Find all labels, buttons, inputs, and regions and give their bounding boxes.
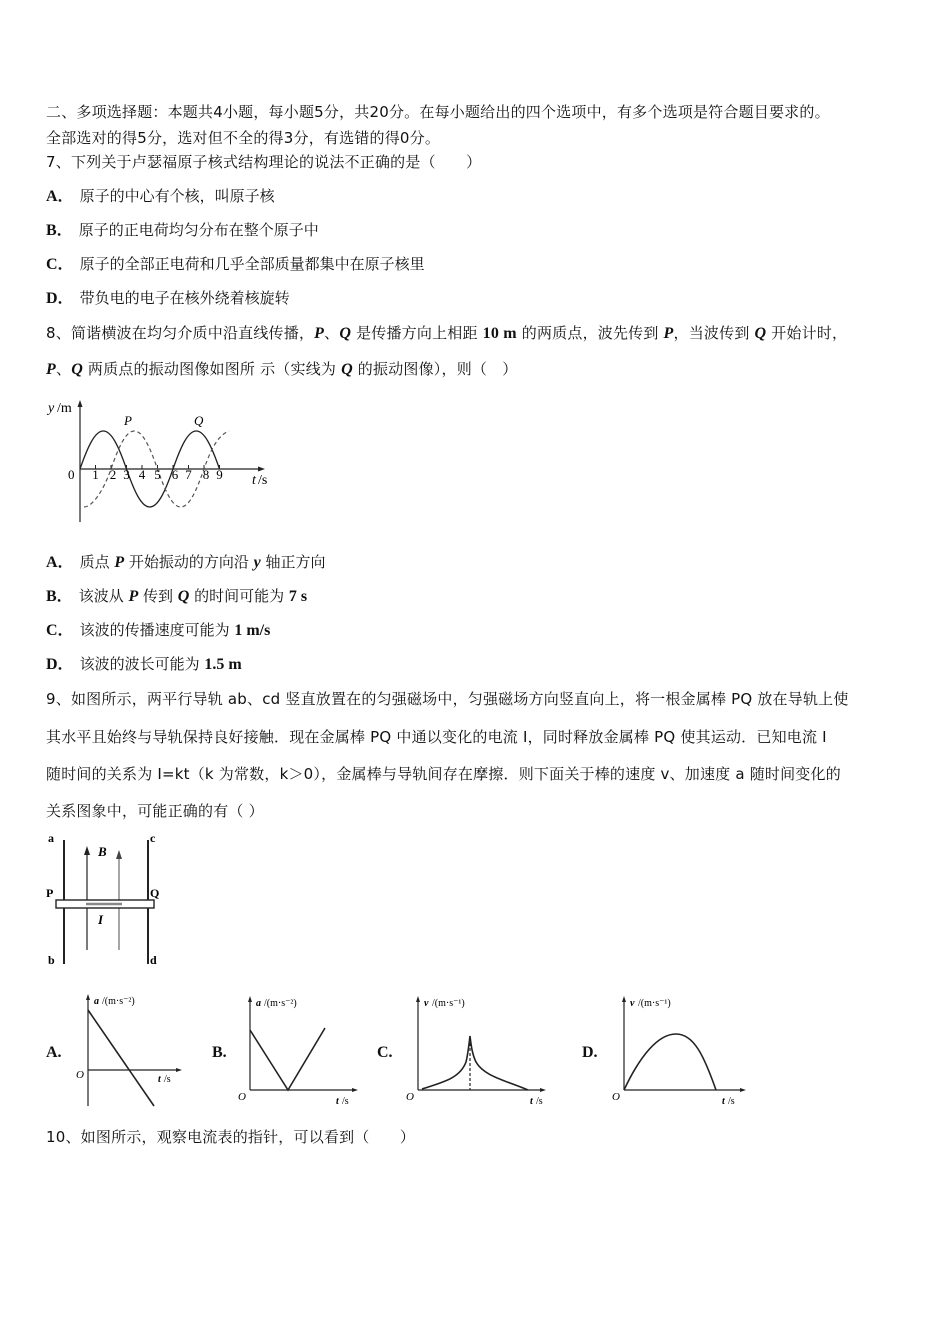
var-p: P (46, 361, 56, 378)
q7-option-a (46, 186, 275, 207)
label-d: d (150, 953, 157, 967)
svg-text:9: 9 (216, 467, 223, 482)
option-label: B． (46, 222, 73, 239)
var-q: Q (754, 325, 767, 342)
q7-stem: 7、下列关于卢瑟福原子核式结构理论的说法不正确的是（ ） (46, 153, 482, 171)
q9-graph-a (74, 990, 184, 1108)
svg-text:3: 3 (123, 467, 130, 482)
text: 质点 (79, 553, 115, 571)
q8-option-c (46, 620, 270, 641)
q8-option-a (46, 552, 326, 573)
q7-option-b (46, 220, 319, 241)
text: 轴正方向 (260, 553, 326, 571)
svg-text:7: 7 (185, 467, 192, 482)
option-label: B． (46, 588, 73, 605)
var-q: Q (339, 325, 352, 342)
svg-text:O: O (406, 1091, 414, 1103)
var-p: P (114, 554, 125, 571)
x-axis-arrow-icon (258, 467, 265, 472)
svg-text:a: a (94, 996, 99, 1007)
svg-text:O: O (612, 1091, 620, 1103)
svg-text:/(m·s⁻¹): /(m·s⁻¹) (638, 998, 671, 1009)
b-field-arrow-icon (84, 846, 90, 855)
text: 两质点的振动图像如图所 示（实线为 (82, 360, 342, 378)
y-axis-arrow-icon (248, 996, 252, 1002)
x-axis-arrow-icon (540, 1088, 546, 1092)
q9-stem-line3: 随时间的关系为 I=kt（k 为常数，k＞0），金属棒与导轨间存在摩擦．则下面关于棒的速度 v、加速度 a 随时间变化的 (46, 765, 841, 783)
svg-text:4: 4 (138, 467, 146, 482)
svg-text:v: v (424, 998, 429, 1009)
graph-line (88, 1010, 154, 1106)
q9-stem-line2: 其水平且始终与导轨保持良好接触．现在金属棒 PQ 中通以变化的电流 I，同时释放金属棒 PQ 使其运动．已知电流 I (46, 728, 827, 746)
svg-text:O: O (76, 1069, 84, 1081)
value: 1 m/s (234, 622, 271, 639)
label-current: I (98, 912, 104, 927)
var-p: P (128, 588, 139, 605)
y-axis-arrow-icon (86, 994, 90, 1000)
label-b: b (48, 953, 55, 967)
svg-text:O: O (238, 1091, 246, 1103)
q9-graph-a-label: A. (46, 1044, 62, 1061)
option-text: 原子的中心有个核，叫原子核 (79, 187, 275, 205)
option-text: 原子的全部正电荷和几乎全部质量都集中在原子核里 (79, 255, 425, 273)
svg-text:5: 5 (154, 467, 161, 482)
value: 7 s (288, 588, 308, 605)
var-q: Q (341, 361, 353, 378)
section-heading-line1: 二、多项选择题：本题共4小题，每小题5分，共20分。在每小题给出的四个选项中，有多个选项是符合题目要求的。 (46, 103, 830, 121)
y-axis-arrow-icon (416, 996, 420, 1002)
q8-stem-line1 (46, 323, 847, 344)
label-b-field: B (98, 844, 107, 859)
text: 传到 (138, 587, 178, 605)
svg-text:1: 1 (92, 467, 99, 482)
graph-line (250, 1028, 325, 1090)
q9-rail-diagram (44, 828, 164, 968)
svg-text:/(m·s⁻¹): /(m·s⁻¹) (432, 998, 465, 1009)
var-p: P (314, 325, 325, 342)
svg-text:/s: /s (728, 1096, 735, 1107)
y-axis-label: y (48, 401, 55, 416)
label-c: c (150, 831, 156, 845)
var-p: P (663, 325, 674, 342)
q9-stem-line1: 9、如图所示，两平行导轨 ab、cd 竖直放置在的匀强磁场中，匀强磁场方向竖直向上，将一根金属棒 PQ 放在导轨上使 (46, 690, 849, 708)
svg-text:a: a (256, 998, 261, 1009)
q10-stem: 10、如图所示，观察电流表的指针，可以看到（ ） (46, 1128, 416, 1146)
q8-option-d (46, 654, 242, 675)
q9-stem-line4: 关系图象中，可能正确的有（ ） (46, 802, 264, 820)
text: 的时间可能为 (189, 587, 289, 605)
option-label: A． (46, 188, 74, 205)
text: 的两质点，波先传到 (516, 324, 664, 342)
text: 是传播方向上相距 (351, 324, 483, 342)
option-text: 原子的正电荷均匀分布在整个原子中 (78, 221, 319, 239)
q7-option-c (46, 254, 425, 275)
distance-value: 10 m (482, 325, 517, 342)
text: 开始计时， (766, 324, 848, 342)
q9-graph-d-label: D. (582, 1044, 598, 1061)
section-heading-line2: 全部选对的得5分，选对但不全的得3分，有选错的得0分。 (46, 129, 441, 147)
q9-graph-c-label: C. (377, 1044, 393, 1061)
q8-stem-line2 (46, 359, 518, 380)
svg-text:t: t (336, 1096, 339, 1107)
text: 开始振动的方向沿 (124, 553, 254, 571)
var-q: Q (71, 361, 83, 378)
option-label: A． (46, 554, 74, 571)
text: 该波的波长可能为 (79, 655, 205, 673)
svg-text:/m: /m (57, 401, 72, 416)
x-axis-arrow-icon (352, 1088, 358, 1092)
svg-text:8: 8 (202, 467, 210, 482)
q9-graph-d (610, 990, 750, 1108)
text: 、 (324, 324, 340, 342)
tick-labels (92, 467, 223, 482)
graph-line (624, 1034, 716, 1090)
q7-option-d (46, 288, 290, 309)
origin-label: 0 (68, 467, 75, 482)
option-text: 带负电的电子在核外绕着核旋转 (79, 289, 290, 307)
option-label: C． (46, 256, 74, 273)
q8-vibration-graph (44, 398, 276, 526)
q8-option-b (46, 586, 307, 607)
y-axis-arrow-icon (78, 400, 83, 407)
svg-text:2: 2 (109, 467, 117, 482)
y-axis-arrow-icon (622, 996, 626, 1002)
svg-text:t: t (722, 1096, 725, 1107)
rail-diagram-svg (44, 828, 164, 968)
option-label: D． (46, 290, 74, 307)
vibration-graph-svg (44, 398, 276, 526)
svg-text:/(m·s⁻²): /(m·s⁻²) (264, 998, 297, 1009)
q9-graph-b-label: B. (212, 1044, 227, 1061)
svg-text:6: 6 (171, 467, 179, 482)
svg-text:t: t (158, 1074, 161, 1085)
b-field-arrow-icon (116, 850, 122, 859)
label-a: a (48, 831, 54, 845)
label-p: P (46, 886, 54, 900)
text: ，当波传到 (673, 324, 755, 342)
text: 该波的传播速度可能为 (79, 621, 235, 639)
graph-line (422, 1036, 528, 1090)
q-curve-label: Q (194, 413, 204, 428)
var-y: y (253, 554, 261, 571)
text: 该波从 (78, 587, 129, 605)
x-axis-label: t (252, 473, 256, 488)
svg-text:/s: /s (536, 1096, 543, 1107)
var-q: Q (177, 588, 190, 605)
q9-graph-b (236, 990, 360, 1108)
text: 、 (55, 360, 72, 378)
x-axis-arrow-icon (176, 1068, 182, 1072)
svg-text:/s: /s (164, 1074, 171, 1085)
svg-text:/(m·s⁻²): /(m·s⁻²) (102, 996, 135, 1007)
p-curve-label: P (124, 413, 132, 428)
svg-text:/s: /s (258, 473, 268, 488)
text: 8、简谐横波在均匀介质中沿直线传播， (46, 324, 315, 342)
value: 1.5 m (204, 656, 242, 673)
svg-text:t: t (530, 1096, 533, 1107)
label-q: Q (150, 886, 160, 900)
svg-text:/s: /s (342, 1096, 349, 1107)
option-label: C． (46, 622, 74, 639)
svg-text:v: v (630, 998, 635, 1009)
x-axis-arrow-icon (740, 1088, 746, 1092)
option-label: D． (46, 656, 74, 673)
q9-graph-c (404, 990, 554, 1108)
text: 的振动图像），则（ ） (352, 360, 518, 378)
